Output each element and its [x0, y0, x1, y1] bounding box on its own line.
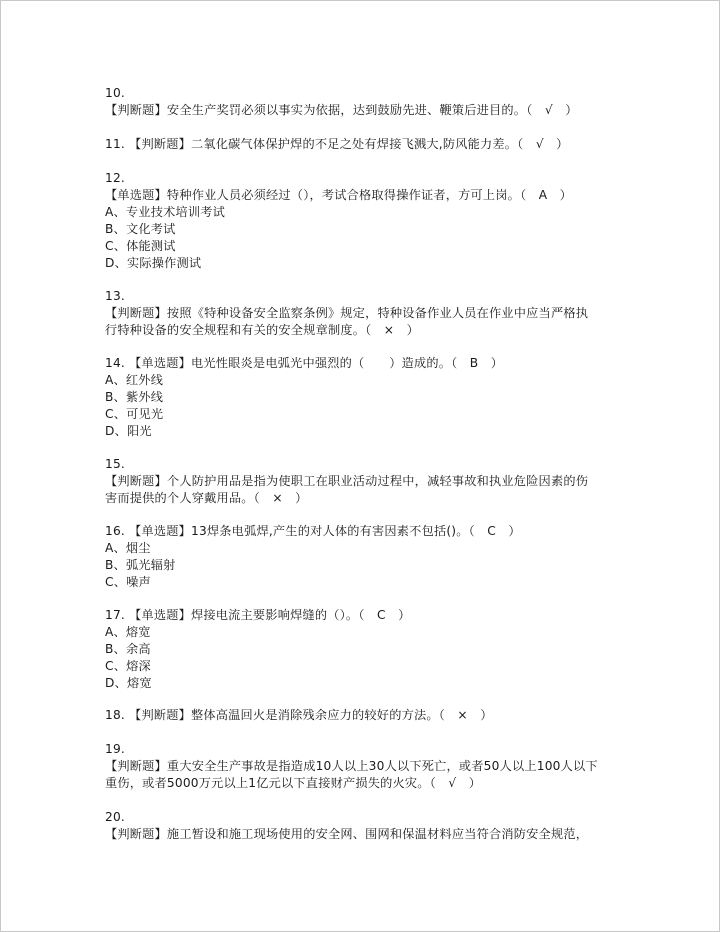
question-14-option-b: B、紫外线 — [105, 390, 164, 404]
question-19-text-1: 【判断题】重大安全生产事故是指造成10人以上30人以下死亡，或者50人以上100人以下 — [105, 759, 598, 773]
question-12-option-b: B、文化考试 — [105, 222, 176, 236]
question-16-text: 16. 【单选题】13焊条电弧焊,产生的对人体的有害因素不包括()。（ C ） — [105, 524, 521, 538]
question-19-text-2: 重伤，或者5000万元以上1亿元以下直接财产损失的火灾。（ √ ） — [105, 776, 482, 790]
question-17-option-c: C、熔深 — [105, 659, 151, 673]
question-18-text: 18. 【判断题】整体高温回火是消除残余应力的较好的方法。（ × ） — [105, 708, 493, 722]
question-12-text: 【单选题】特种作业人员必须经过（），考试合格取得操作证者，方可上岗。（ A ） — [105, 188, 573, 202]
question-13-text-1: 【判断题】按照《特种设备安全监察条例》规定，特种设备作业人员在作业中应当严格执 — [105, 306, 589, 320]
question-12-option-c: C、体能测试 — [105, 239, 176, 253]
question-13-number: 13. — [105, 289, 125, 303]
question-10-number: 10. — [105, 86, 125, 100]
question-19-number: 19. — [105, 742, 125, 756]
question-14-text: 14. 【单选题】电光性眼炎是电弧光中强烈的（ ）造成的。（ B ） — [105, 356, 504, 370]
question-12-number: 12. — [105, 171, 125, 185]
question-14-option-d: D、阳光 — [105, 424, 152, 438]
question-12-option-a: A、专业技术培训考试 — [105, 205, 226, 219]
question-17-text: 17. 【单选题】焊接电流主要影响焊缝的（）。（ C ） — [105, 608, 411, 622]
question-11-text: 11. 【判断题】二氧化碳气体保护焊的不足之处有焊接飞溅大,防风能力差。（ √ ） — [105, 137, 569, 151]
question-17-option-b: B、余高 — [105, 642, 151, 656]
question-20-number: 20. — [105, 810, 125, 824]
question-15-text-2: 害而提供的个人穿戴用品。（ × ） — [105, 491, 308, 505]
question-13-text-2: 行特种设备的安全规程和有关的安全规章制度。（ × ） — [105, 323, 419, 337]
question-16-option-b: B、弧光辐射 — [105, 558, 176, 572]
question-16-option-c: C、噪声 — [105, 575, 151, 589]
question-14-option-a: A、红外线 — [105, 373, 164, 387]
question-17-option-a: A、熔宽 — [105, 625, 151, 639]
question-16-option-a: A、烟尘 — [105, 541, 151, 555]
question-20-text-1: 【判断题】施工暂设和施工现场使用的安全网、围网和保温材料应当符合消防安全规范， — [105, 827, 589, 841]
question-15-number: 15. — [105, 457, 125, 471]
question-12-option-d: D、实际操作测试 — [105, 256, 202, 270]
question-15-text-1: 【判断题】个人防护用品是指为使职工在职业活动过程中，减轻事故和执业危险因素的伤 — [105, 474, 589, 488]
question-10-text: 【判断题】安全生产奖罚必须以事实为依据，达到鼓励先进、鞭策后进目的。（ √ ） — [105, 103, 578, 117]
question-14-option-c: C、可见光 — [105, 407, 164, 421]
question-17-option-d: D、熔宽 — [105, 676, 152, 690]
